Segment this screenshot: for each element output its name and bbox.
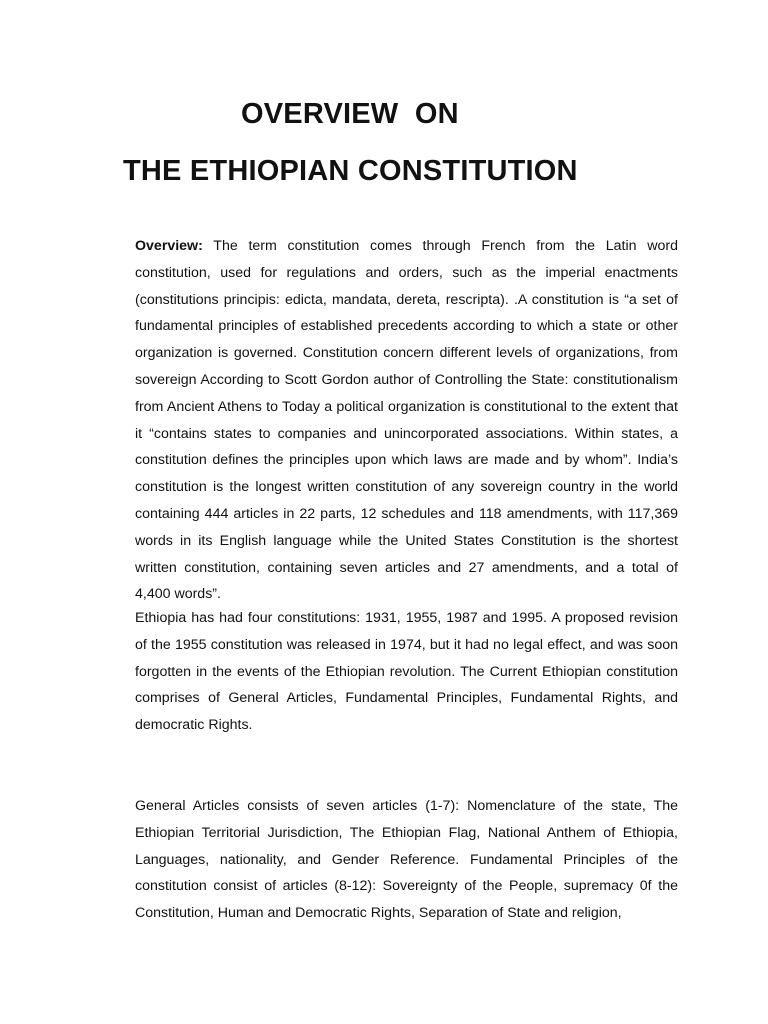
overview-paragraph-text: The term constitution comes through French from the Latin word constitution, used for regulations and orders, such as the imperial enactments (constitutions principis: edicta, mandata, dereta, rescripta). .A constitution is “a set of fundamental principles of established precedents according to which a state or other organization is governed. Constitution concern different levels of organizations, from sovereign According to Scott Gordon author of Controlling the State: constitutionalism from Ancient Athens to Today a political organization is constitutional to the extent that it “contains states to companies and unincorporated associations. Within states, a constitution defines the principles upon which laws are made and by whom”. India’s constitution is the longest written constitution of any sovereign country in the world containing 444 articles in 22 parts, 12 schedules and 118 amendments, with 117,369 words in its English language while the United States Constitution is the shortest written constitution, containing seven articles and 27 amendments, and a total of 4,400 words”. <box>135 238 678 603</box>
general-articles-paragraph: General Articles consists of seven articles (1-7): Nomenclature of the state, The Ethiopian Territorial Jurisdiction, The Ethiopian Flag, National Anthem of Ethiopia, Languages, nationality, and Gender Reference. Fundamental Principles of the constitution consist of articles (8-12): Sovereignty of the People, supremacy 0f the Constitution, Human and Democratic Rights, Separation of State and religion, <box>135 798 678 922</box>
overview-paragraph <box>135 233 678 608</box>
overview-lead-label: Overview: <box>135 238 203 254</box>
document-title-line-1: OVERVIEW ON <box>241 98 459 130</box>
constitutions-history-paragraph: Ethiopia has had four constitutions: 1931, 1955, 1987 and 1995. A proposed revision of the 1955 constitution was released in 1974, but it had no legal effect, and was soon forgotten in the events of the Ethiopian revolution. The Current Ethiopian constitution comprises of General Articles, Fundamental Principles, Fundamental Rights, and democratic Rights. <box>135 610 678 734</box>
document-title-line-2: THE ETHIOPIAN CONSTITUTION <box>123 155 578 187</box>
